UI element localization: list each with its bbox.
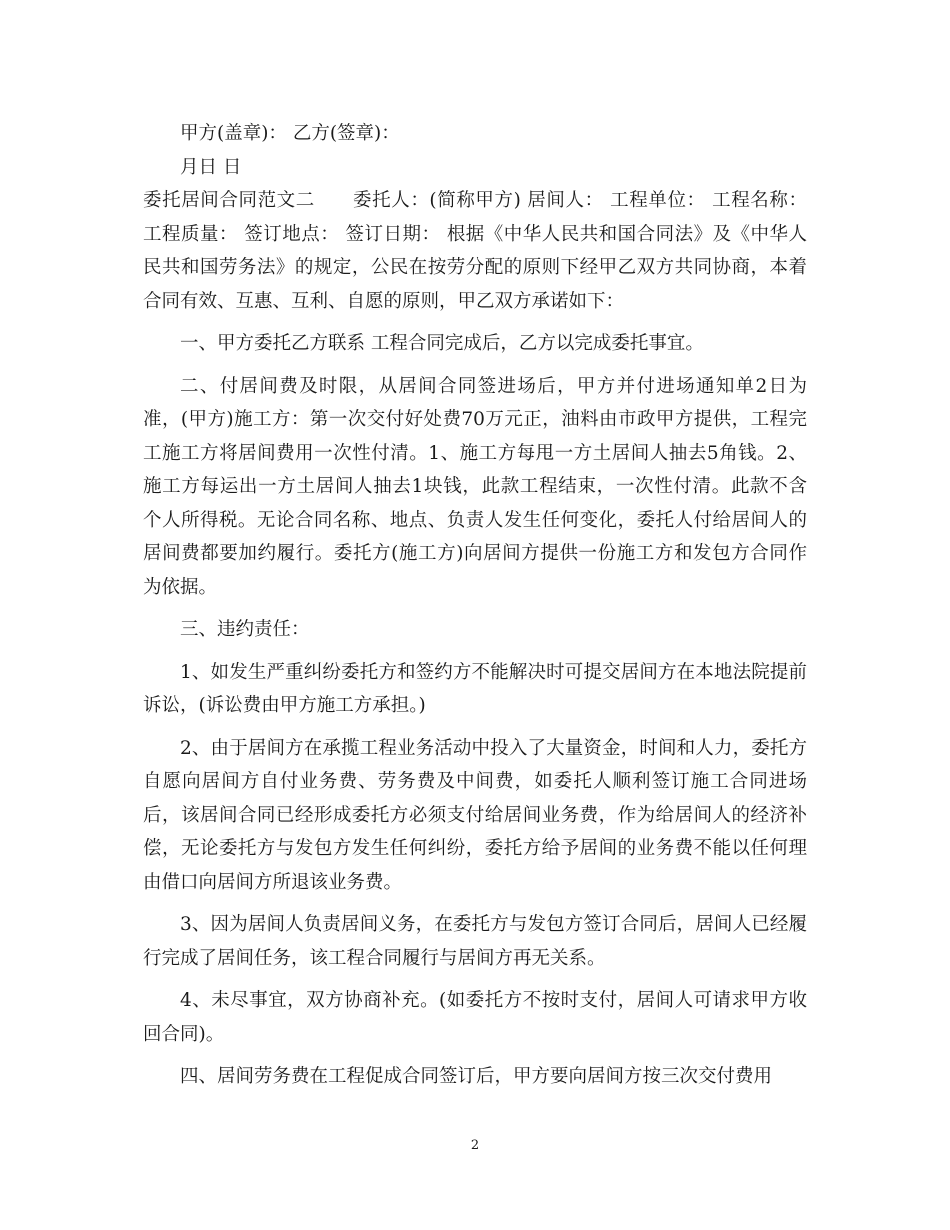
paragraph-line: 个人所得税。无论合同名称、地点、负责人发生任何变化，委托人付给居间人的	[143, 509, 807, 531]
paragraph-line: 委托居间合同范文二 委托人：(简称甲方) 居间人： 工程单位： 工程名称：	[143, 190, 807, 211]
paragraph-line: 偿，无论委托方与发包方发生任何纠纷，委托方给予居间的业务费不能以任何理	[143, 838, 807, 859]
paragraph-line: 准，(甲方)施工方：第一次交付好处费70万元正，油料由市政甲方提供，工程完	[143, 409, 807, 430]
document-body	[143, 117, 807, 1094]
date-line: 月日 日	[180, 156, 242, 178]
paragraph-line: 由借口向居间方所退该业务费。	[143, 871, 403, 893]
paragraph-line: 为依据。	[143, 576, 218, 598]
paragraph-line: 居间费都要加约履行。委托方(施工方)向居间方提供一份施工方和发包方合同作	[143, 543, 807, 564]
paragraph-line: 合同有效、互惠、互利、自愿的原则，甲乙双方承诺如下：	[143, 290, 625, 312]
paragraph-line: 2、由于居间方在承揽工程业务活动中投入了大量资金，时间和人力，委托方	[180, 737, 807, 759]
page-number: 2	[470, 1138, 480, 1153]
paragraph-line: 一、甲方委托乙方联系 工程合同完成后，乙方以完成委托事宜。	[180, 333, 704, 354]
paragraph-line: 民共和国劳务法》的规定，公民在按劳分配的原则下经甲乙双方共同协商，本着	[143, 257, 807, 278]
paragraph-line: 自愿向居间方自付业务费、劳务费及中间费，如委托人顺利签订施工合同进场	[143, 771, 807, 792]
paragraph-line: 后，该居间合同已经形成委托方必须支付给居间业务费，作为给居间人的经济补	[143, 804, 807, 826]
signature-line: 甲方(盖章)： 乙方(签章)：	[180, 123, 400, 144]
paragraph-line: 回合同)。	[143, 1023, 225, 1045]
paragraph-line: 行完成了居间任务，该工程合同履行与居间方再无关系。	[143, 947, 606, 969]
paragraph-line: 3、因为居间人负责居间义务，在委托方与发包方签订合同后，居间人已经履	[180, 914, 807, 935]
paragraph-line: 工程质量： 签订地点： 签订日期： 根据《中华人民共和国合同法》及《中华人	[143, 223, 807, 245]
paragraph-line: 四、居间劳务费在工程促成合同签订后，甲方要向居间方按三次交付费用	[180, 1066, 773, 1087]
section-heading: 三、违约责任：	[180, 619, 310, 640]
paragraph-line: 施工方每运出一方土居间人抽去1块钱，此款工程结束，一次性付清。此款不含	[143, 476, 807, 497]
paragraph-line: 二、付居间费及时限，从居间合同签进场后，甲方并付进场通知单2日为	[180, 375, 807, 397]
paragraph-line: 诉讼，(诉讼费由甲方施工方承担。)	[143, 695, 426, 716]
paragraph-line: 4、未尽事宜，双方协商补充。(如委托方不按时支付，居间人可请求甲方收	[180, 990, 807, 1011]
paragraph-line: 1、如发生严重纠纷委托方和签约方不能解决时可提交居间方在本地法院提前	[180, 661, 807, 683]
paragraph-line: 工施工方将居间费用一次性付清。1、施工方每甩一方土居间人抽去5角钱。2、	[143, 442, 807, 464]
